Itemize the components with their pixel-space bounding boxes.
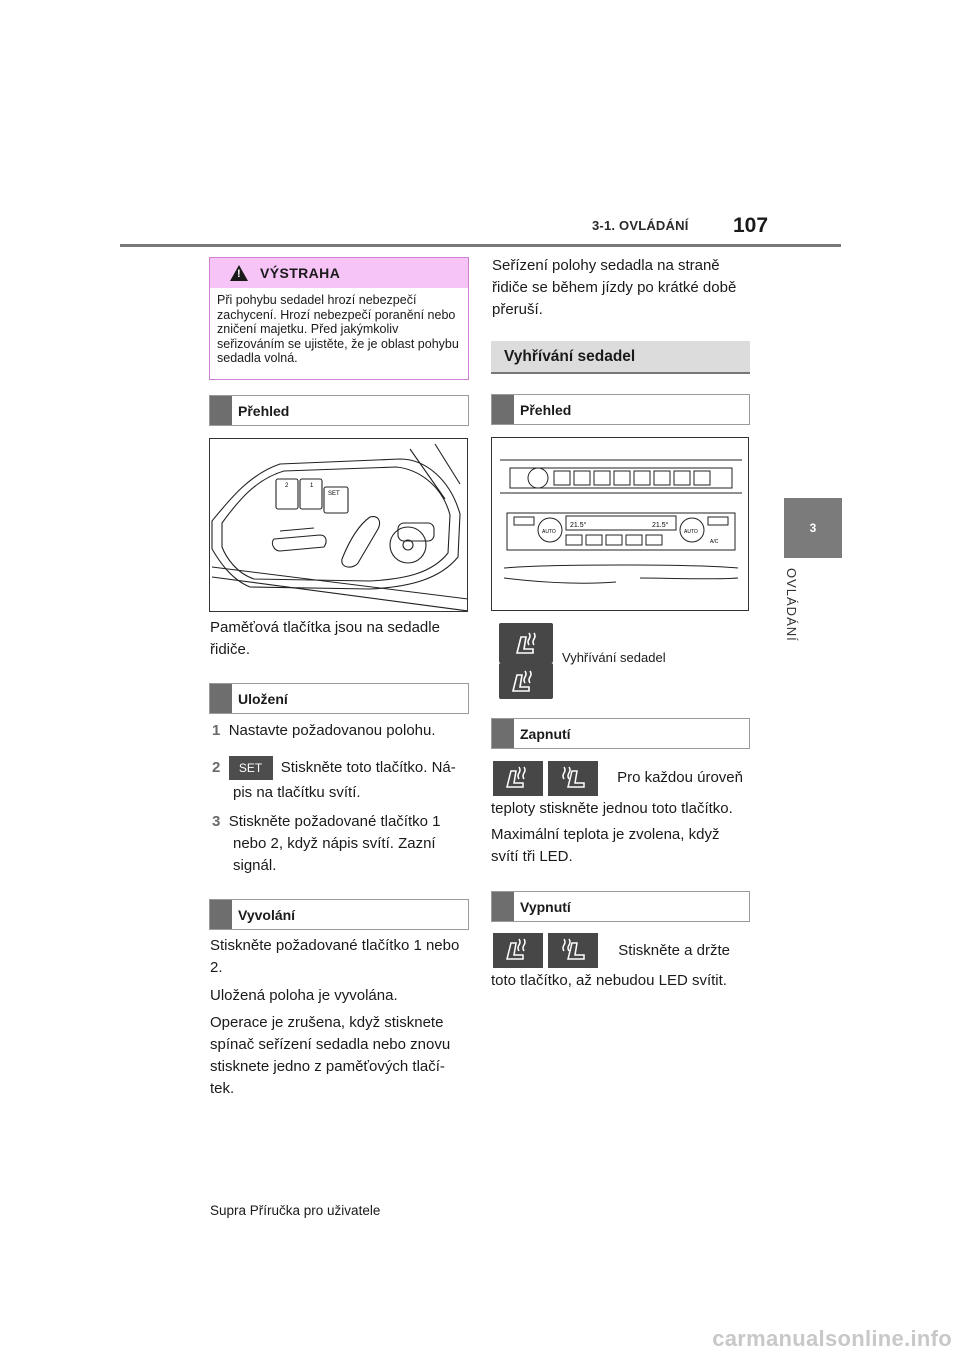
warning-box <box>209 257 469 380</box>
chapter-tab[interactable] <box>784 498 842 558</box>
heading-overview-left: Přehled <box>209 395 469 426</box>
off-text-a: Stiskněte a držte <box>618 942 730 959</box>
seat-controls-illustration <box>210 439 468 612</box>
memory-button-2-label: 2 <box>285 483 289 489</box>
seat-heating-caption: Vyhřívání sedadel <box>562 650 666 665</box>
seat-heat-icon <box>499 663 553 699</box>
off-text-b: toto tlačítko, až nebudou LED svítit. <box>491 972 727 989</box>
page-number: 107 <box>733 214 769 237</box>
header-divider <box>120 244 841 247</box>
on-text-a: Pro každou úroveň <box>617 769 743 786</box>
seat-heating-icon-large <box>499 623 553 663</box>
heat-button-left-off[interactable] <box>493 933 543 968</box>
heading-off: Vypnutí <box>491 891 750 922</box>
save-step-3-cont2: signál. <box>233 857 277 874</box>
set-button-icon: SET <box>229 756 273 780</box>
seat-controls-figure <box>209 438 468 612</box>
heading-overview-right: Přehled <box>491 394 750 425</box>
heat-button-left-on[interactable] <box>493 761 543 796</box>
warning-icon <box>230 265 248 281</box>
set-button-label: SET <box>328 491 340 497</box>
seat-heat-icon <box>548 933 598 968</box>
save-step-2-cont: pis na tlačítku svítí. <box>233 784 361 801</box>
save-step-2: 2 SET Stiskněte toto tlačítko. Ná- <box>212 756 474 780</box>
warning-text: Při pohybu sedadel hrozí nebezpečí zachycení. Hrozí nebezpečí poranění nebo zničení majetku. Před jakýmkoliv seřizováním se ujistěte, že je oblast pohybu sedadla volná. <box>217 293 459 366</box>
chapter-number: 3 <box>809 521 817 535</box>
climate-panel-figure <box>491 437 749 611</box>
temp-right-label: 21.5° <box>652 522 669 529</box>
heading-on: Zapnutí <box>491 718 750 749</box>
auto-left-label: AUTO <box>542 529 556 535</box>
seat-heat-icon <box>548 761 598 796</box>
heading-recall: Vyvolání <box>209 899 469 930</box>
footer-text: Supra Příručka pro uživatele <box>210 1203 381 1218</box>
recall-paragraph-2: Uložená poloha je vyvolána. <box>210 987 398 1004</box>
on-text-c: Maximální teplota je zvolena, když svítí tři LED. <box>491 826 720 865</box>
seat-heat-icon <box>493 761 543 796</box>
seat-heat-icon <box>499 623 553 663</box>
watermark: carmanualsonline.info <box>712 1326 952 1351</box>
climate-panel-illustration <box>492 438 749 611</box>
save-step-3: 3 Stiskněte požadované tlačítko 1 <box>212 813 441 830</box>
ac-label: A/C <box>710 539 719 545</box>
section-title: 3-1. OVLÁDÁNÍ <box>592 218 689 233</box>
save-step-3-cont: nebo 2, když nápis svítí. Zazní <box>233 835 436 852</box>
chapter-label: OVLÁDÁNÍ <box>784 568 799 642</box>
memory-button-1-label: 1 <box>310 483 314 489</box>
heat-button-right-on[interactable] <box>548 761 598 796</box>
heat-button-right-off[interactable] <box>548 933 598 968</box>
driver-seat-intro: Seřízení polohy sedadla na straně řidiče se během jízdy po krátké době přeruší. <box>492 257 737 318</box>
save-step-1: 1 Nastavte požadovanou polohu. <box>212 722 436 739</box>
on-text-b: teploty stiskněte jednou toto tlačítko. <box>491 800 733 817</box>
auto-right-label: AUTO <box>684 529 698 535</box>
memory-caption: Paměťová tlačítka jsou na sedadle řidiče. <box>210 619 440 658</box>
recall-paragraph-3: Operace je zrušena, když stisknete spínač seřízení sedadla nebo znovu stisknete jedno z paměťových tlačí- tek. <box>210 1014 451 1097</box>
warning-title: VÝSTRAHA <box>260 265 341 281</box>
heading-seat-heating: Vyhřívání sedadel <box>491 341 750 374</box>
seat-heat-icon <box>493 933 543 968</box>
temp-left-label: 21.5° <box>570 522 587 529</box>
warning-header <box>210 258 468 288</box>
recall-paragraph-1: Stiskněte požadované tlačítko 1 nebo 2. <box>210 937 460 976</box>
heading-save: Uložení <box>209 683 469 714</box>
seat-heating-icon-large-2 <box>499 663 553 699</box>
